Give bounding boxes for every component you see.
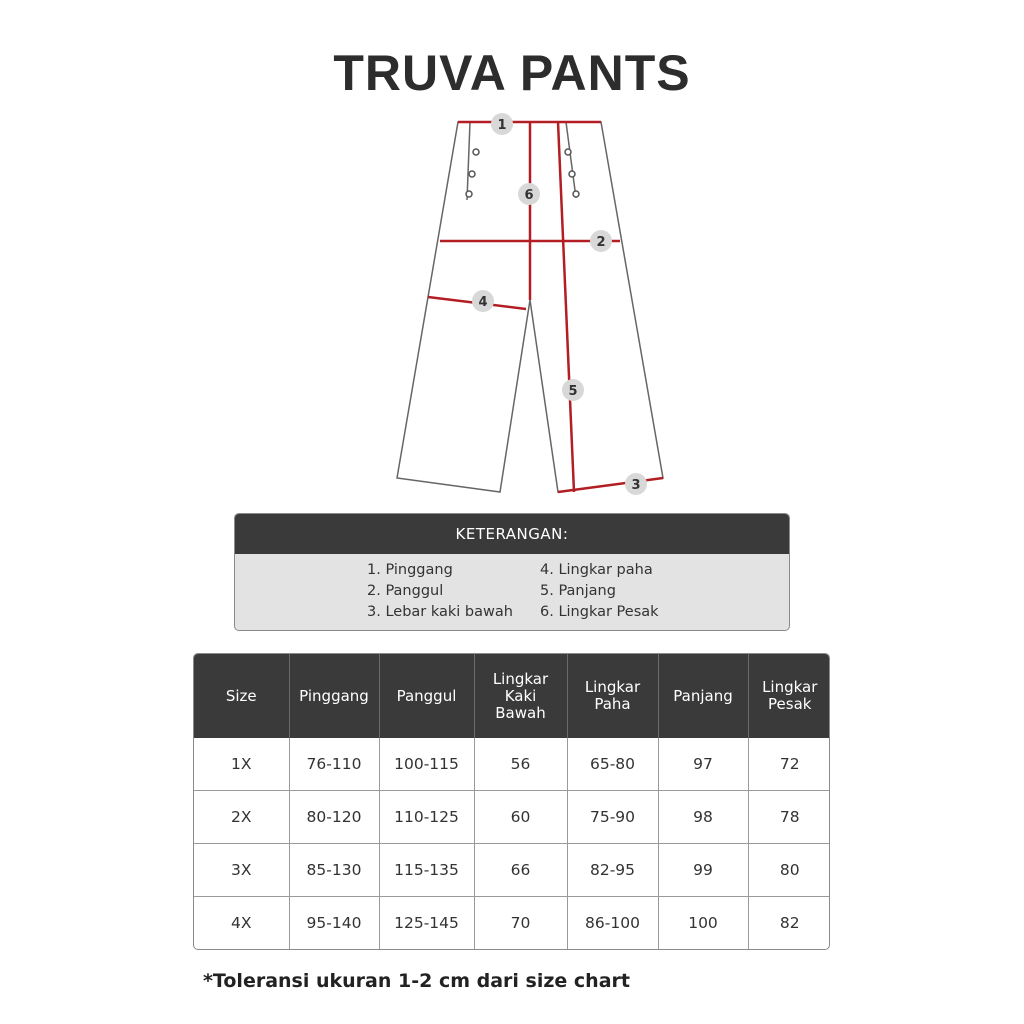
button-icon	[565, 149, 571, 155]
button-icon	[569, 171, 575, 177]
pants-diagram	[380, 110, 680, 505]
header-panggul: Panggul	[379, 654, 474, 738]
header-lingkar-kaki-bawah: Lingkar Kaki Bawah	[474, 654, 567, 738]
table-cell: 80-120	[289, 790, 379, 843]
marker-5: 5	[568, 384, 578, 399]
legend-item: 3. Lebar kaki bawah	[367, 604, 513, 620]
header-lingkar-pesak: Lingkar Pesak	[748, 654, 830, 738]
table-cell: 66	[474, 843, 567, 896]
marker-3: 3	[631, 478, 641, 493]
legend-item: 4. Lingkar paha	[540, 562, 653, 578]
marker-4: 4	[478, 295, 488, 310]
legend-item: 6. Lingkar Pesak	[540, 604, 659, 620]
header-panjang: Panjang	[658, 654, 748, 738]
table-cell: 82-95	[567, 843, 658, 896]
table-cell: 99	[658, 843, 748, 896]
table-cell: 70	[474, 897, 567, 949]
header-lingkar-paha: Lingkar Paha	[567, 654, 658, 738]
table-cell: 80	[748, 843, 830, 896]
legend-item: 5. Panjang	[540, 583, 616, 599]
table-cell: 3X	[194, 843, 289, 896]
page-title: TRUVA PANTS	[333, 45, 691, 101]
table-cell: 76-110	[289, 738, 379, 790]
table-cell: 100-115	[379, 738, 474, 790]
table-cell: 110-125	[379, 790, 474, 843]
table-cell: 60	[474, 790, 567, 843]
header-size: Size	[194, 654, 289, 738]
table-cell: 115-135	[379, 843, 474, 896]
table-cell: 4X	[194, 897, 289, 949]
legend-item: 1. Pinggang	[367, 562, 453, 578]
legend-heading: KETERANGAN:	[235, 514, 789, 554]
legend-box	[234, 513, 790, 631]
pocket-left-line	[467, 122, 470, 200]
table-cell: 125-145	[379, 897, 474, 949]
tolerance-note: *Toleransi ukuran 1-2 cm dari size chart	[203, 970, 630, 992]
table-cell: 65-80	[567, 738, 658, 790]
table-cell: 86-100	[567, 897, 658, 949]
table-cell: 82	[748, 897, 830, 949]
button-icon	[469, 171, 475, 177]
marker-1: 1	[497, 118, 507, 133]
marker-6: 6	[524, 188, 534, 203]
table-cell: 85-130	[289, 843, 379, 896]
marker-2: 2	[596, 235, 606, 250]
table-cell: 72	[748, 738, 830, 790]
table-cell: 97	[658, 738, 748, 790]
legend-column-1	[367, 560, 513, 623]
legend-column-2	[540, 560, 659, 623]
table-cell: 98	[658, 790, 748, 843]
table-row	[194, 897, 830, 949]
pocket-right-line	[566, 122, 576, 198]
table-row	[194, 843, 830, 896]
table-cell: 2X	[194, 790, 289, 843]
table-cell: 75-90	[567, 790, 658, 843]
table-cell: 95-140	[289, 897, 379, 949]
button-icon	[573, 191, 579, 197]
table-cell: 78	[748, 790, 830, 843]
table-header-row	[194, 654, 830, 738]
button-icon	[466, 191, 472, 197]
size-table	[193, 653, 830, 950]
table-cell: 100	[658, 897, 748, 949]
table-cell: 56	[474, 738, 567, 790]
button-icon	[473, 149, 479, 155]
table-cell: 1X	[231, 754, 252, 773]
table-row	[194, 790, 830, 843]
table-row	[194, 738, 830, 790]
legend-item: 2. Panggul	[367, 583, 444, 599]
header-pinggang: Pinggang	[289, 654, 379, 738]
